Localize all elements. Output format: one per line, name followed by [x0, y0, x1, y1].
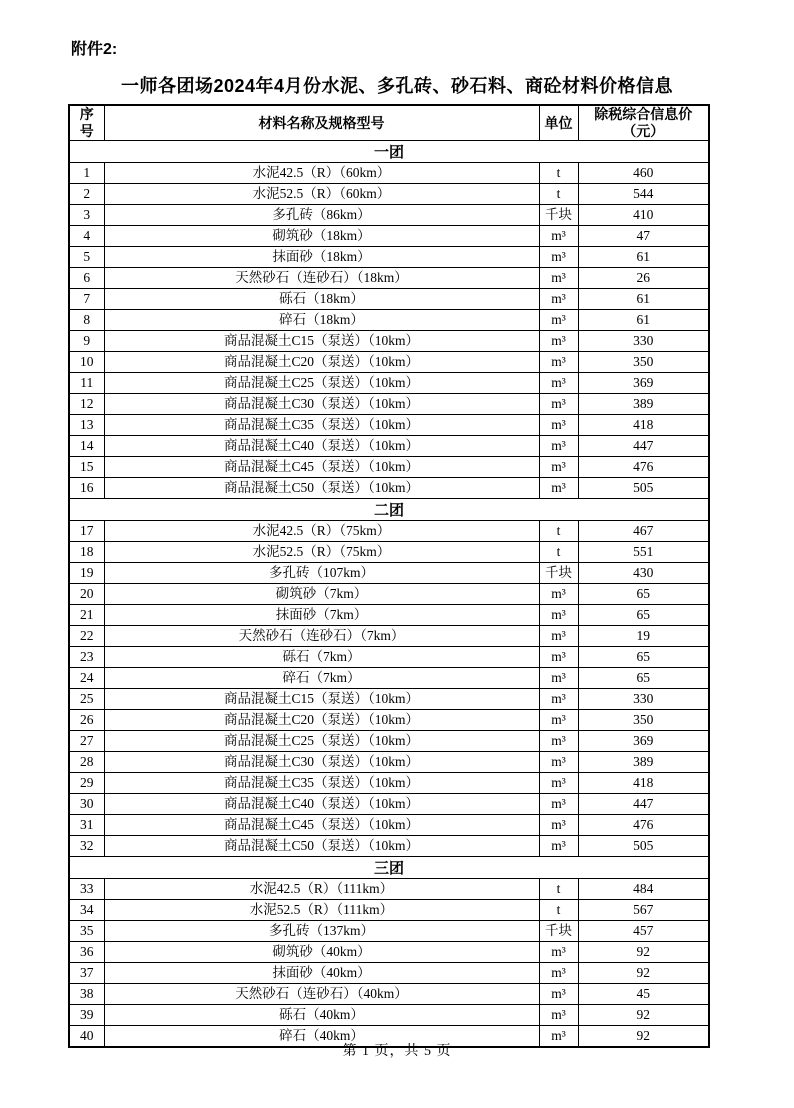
- unit-cell: m³: [539, 1005, 578, 1026]
- unit-cell: m³: [539, 984, 578, 1005]
- col-header-price-line2: （元）: [622, 123, 665, 139]
- unit-cell: m³: [539, 689, 578, 710]
- price-cell: 350: [578, 710, 709, 731]
- unit-cell: m³: [539, 773, 578, 794]
- material-name-cell: 商品混凝土C35（泵送）（10km）: [104, 773, 539, 794]
- material-name-cell: 水泥52.5（R）（75km）: [104, 542, 539, 563]
- unit-cell: t: [539, 163, 578, 184]
- row-number-cell: 10: [69, 352, 104, 373]
- page-title: 一师各团场2024年4月份水泥、多孔砖、砂石料、商砼材料价格信息: [120, 76, 674, 96]
- table-row: [69, 457, 709, 478]
- section-header: 二团: [69, 499, 709, 521]
- page-number: 第 1 页，共 5 页: [342, 1044, 452, 1059]
- price-cell: 65: [578, 647, 709, 668]
- price-cell: 61: [578, 289, 709, 310]
- row-number-cell: 13: [69, 415, 104, 436]
- price-cell: 567: [578, 900, 709, 921]
- row-number-cell: 15: [69, 457, 104, 478]
- price-cell: 476: [578, 457, 709, 478]
- row-number-cell: 6: [69, 268, 104, 289]
- unit-cell: m³: [539, 478, 578, 499]
- material-price-table: [68, 104, 710, 1048]
- unit-cell: m³: [539, 352, 578, 373]
- row-number-cell: 14: [69, 436, 104, 457]
- row-number-cell: 22: [69, 626, 104, 647]
- table-row: [69, 331, 709, 352]
- material-name-cell: 砌筑砂（7km）: [104, 584, 539, 605]
- unit-cell: m³: [539, 289, 578, 310]
- unit-cell: m³: [539, 794, 578, 815]
- table-row: [69, 710, 709, 731]
- unit-cell: m³: [539, 373, 578, 394]
- price-cell: 389: [578, 752, 709, 773]
- unit-cell: m³: [539, 647, 578, 668]
- price-cell: 418: [578, 773, 709, 794]
- material-name-cell: 商品混凝土C40（泵送）（10km）: [104, 436, 539, 457]
- row-number-cell: 31: [69, 815, 104, 836]
- material-name-cell: 商品混凝土C50（泵送）（10km）: [104, 836, 539, 857]
- row-number-cell: 39: [69, 1005, 104, 1026]
- table-row: [69, 921, 709, 942]
- row-number-cell: 9: [69, 331, 104, 352]
- unit-cell: m³: [539, 310, 578, 331]
- material-name-cell: 商品混凝土C35（泵送）（10km）: [104, 415, 539, 436]
- row-number-cell: 1: [69, 163, 104, 184]
- unit-cell: m³: [539, 605, 578, 626]
- row-number-cell: 30: [69, 794, 104, 815]
- material-name-cell: 商品混凝土C45（泵送）（10km）: [104, 457, 539, 478]
- table-row: [69, 668, 709, 689]
- table-row: [69, 310, 709, 331]
- price-cell: 65: [578, 584, 709, 605]
- col-header-price: [578, 105, 709, 141]
- price-cell: 447: [578, 794, 709, 815]
- unit-cell: m³: [539, 436, 578, 457]
- table-row: [69, 415, 709, 436]
- unit-cell: m³: [539, 1026, 578, 1048]
- table-row: [69, 542, 709, 563]
- unit-cell: t: [539, 879, 578, 900]
- material-name-cell: 商品混凝土C45（泵送）（10km）: [104, 815, 539, 836]
- table-row: [69, 373, 709, 394]
- row-number-cell: 12: [69, 394, 104, 415]
- row-number-cell: 28: [69, 752, 104, 773]
- unit-cell: m³: [539, 836, 578, 857]
- table-row: [69, 879, 709, 900]
- price-cell: 410: [578, 205, 709, 226]
- price-cell: 47: [578, 226, 709, 247]
- material-name-cell: 多孔砖（137km）: [104, 921, 539, 942]
- table-row: [69, 984, 709, 1005]
- table-row: [69, 689, 709, 710]
- price-cell: 418: [578, 415, 709, 436]
- unit-cell: m³: [539, 457, 578, 478]
- table-row: [69, 163, 709, 184]
- material-name-cell: 碎石（40km）: [104, 1026, 539, 1048]
- material-name-cell: 水泥52.5（R）（60km）: [104, 184, 539, 205]
- unit-cell: m³: [539, 268, 578, 289]
- unit-cell: m³: [539, 394, 578, 415]
- price-cell: 61: [578, 310, 709, 331]
- material-name-cell: 天然砂石（连砂石）（18km）: [104, 268, 539, 289]
- table-row: [69, 247, 709, 268]
- unit-cell: t: [539, 542, 578, 563]
- price-cell: 467: [578, 521, 709, 542]
- price-cell: 476: [578, 815, 709, 836]
- table-row: [69, 394, 709, 415]
- row-number-cell: 38: [69, 984, 104, 1005]
- material-name-cell: 商品混凝土C40（泵送）（10km）: [104, 794, 539, 815]
- row-number-cell: 24: [69, 668, 104, 689]
- table-row: [69, 584, 709, 605]
- row-number-cell: 7: [69, 289, 104, 310]
- table-row: [69, 626, 709, 647]
- col-header-price-line1: 除税综合信息价: [594, 106, 693, 123]
- material-name-cell: 水泥52.5（R）（111km）: [104, 900, 539, 921]
- material-name-cell: 多孔砖（86km）: [104, 205, 539, 226]
- row-number-cell: 21: [69, 605, 104, 626]
- unit-cell: m³: [539, 247, 578, 268]
- material-name-cell: 砾石（7km）: [104, 647, 539, 668]
- row-number-cell: 29: [69, 773, 104, 794]
- table-row: [69, 436, 709, 457]
- section-row: [69, 857, 709, 879]
- price-cell: 92: [578, 1005, 709, 1026]
- material-name-cell: 碎石（7km）: [104, 668, 539, 689]
- material-name-cell: 商品混凝土C20（泵送）（10km）: [104, 710, 539, 731]
- material-name-cell: 商品混凝土C25（泵送）（10km）: [104, 731, 539, 752]
- table-row: [69, 563, 709, 584]
- section-header: 三团: [69, 857, 709, 879]
- row-number-cell: 11: [69, 373, 104, 394]
- table-row: [69, 647, 709, 668]
- price-cell: 551: [578, 542, 709, 563]
- table-row: [69, 268, 709, 289]
- material-name-cell: 商品混凝土C30（泵送）（10km）: [104, 752, 539, 773]
- price-cell: 457: [578, 921, 709, 942]
- col-header-no: [69, 105, 104, 141]
- price-cell: 544: [578, 184, 709, 205]
- unit-cell: 千块: [539, 205, 578, 226]
- unit-cell: m³: [539, 331, 578, 352]
- row-number-cell: 36: [69, 942, 104, 963]
- row-number-cell: 35: [69, 921, 104, 942]
- row-number-cell: 34: [69, 900, 104, 921]
- unit-cell: m³: [539, 731, 578, 752]
- material-name-cell: 商品混凝土C15（泵送）（10km）: [104, 689, 539, 710]
- material-name-cell: 水泥42.5（R）（111km）: [104, 879, 539, 900]
- unit-cell: m³: [539, 815, 578, 836]
- price-cell: 430: [578, 563, 709, 584]
- material-name-cell: 砌筑砂（40km）: [104, 942, 539, 963]
- row-number-cell: 2: [69, 184, 104, 205]
- unit-cell: m³: [539, 226, 578, 247]
- col-header-no-label: 序号: [79, 106, 94, 139]
- price-cell: 26: [578, 268, 709, 289]
- section-header: 一团: [69, 141, 709, 163]
- table-row: [69, 752, 709, 773]
- row-number-cell: 16: [69, 478, 104, 499]
- price-cell: 484: [578, 879, 709, 900]
- material-name-cell: 水泥42.5（R）（60km）: [104, 163, 539, 184]
- price-cell: 92: [578, 942, 709, 963]
- unit-cell: m³: [539, 942, 578, 963]
- table-row: [69, 184, 709, 205]
- price-cell: 505: [578, 836, 709, 857]
- row-number-cell: 26: [69, 710, 104, 731]
- material-name-cell: 砌筑砂（18km）: [104, 226, 539, 247]
- table-row: [69, 205, 709, 226]
- material-name-cell: 天然砂石（连砂石）（7km）: [104, 626, 539, 647]
- row-number-cell: 8: [69, 310, 104, 331]
- price-cell: 369: [578, 731, 709, 752]
- row-number-cell: 40: [69, 1026, 104, 1048]
- col-header-name: 材料名称及规格型号: [104, 105, 539, 141]
- unit-cell: t: [539, 521, 578, 542]
- material-name-cell: 商品混凝土C50（泵送）（10km）: [104, 478, 539, 499]
- table-row: [69, 605, 709, 626]
- table-header-row: [69, 105, 709, 141]
- material-name-cell: 抹面砂（18km）: [104, 247, 539, 268]
- price-cell: 92: [578, 963, 709, 984]
- unit-cell: 千块: [539, 563, 578, 584]
- material-name-cell: 抹面砂（40km）: [104, 963, 539, 984]
- material-name-cell: 碎石（18km）: [104, 310, 539, 331]
- attachment-label: 附件2:: [71, 41, 118, 58]
- price-cell: 45: [578, 984, 709, 1005]
- material-name-cell: 多孔砖（107km）: [104, 563, 539, 584]
- row-number-cell: 33: [69, 879, 104, 900]
- material-name-cell: 商品混凝土C25（泵送）（10km）: [104, 373, 539, 394]
- material-name-cell: 天然砂石（连砂石）（40km）: [104, 984, 539, 1005]
- table-row: [69, 478, 709, 499]
- price-cell: 65: [578, 668, 709, 689]
- price-cell: 330: [578, 689, 709, 710]
- section-row: [69, 499, 709, 521]
- table-row: [69, 815, 709, 836]
- price-cell: 19: [578, 626, 709, 647]
- row-number-cell: 19: [69, 563, 104, 584]
- table-row: [69, 942, 709, 963]
- unit-cell: m³: [539, 710, 578, 731]
- table-row: [69, 226, 709, 247]
- unit-cell: m³: [539, 752, 578, 773]
- material-name-cell: 砾石（18km）: [104, 289, 539, 310]
- price-cell: 92: [578, 1026, 709, 1048]
- price-cell: 61: [578, 247, 709, 268]
- row-number-cell: 18: [69, 542, 104, 563]
- material-name-cell: 砾石（40km）: [104, 1005, 539, 1026]
- row-number-cell: 27: [69, 731, 104, 752]
- unit-cell: m³: [539, 668, 578, 689]
- table-row: [69, 836, 709, 857]
- price-cell: 447: [578, 436, 709, 457]
- row-number-cell: 3: [69, 205, 104, 226]
- row-number-cell: 32: [69, 836, 104, 857]
- price-cell: 330: [578, 331, 709, 352]
- col-header-unit: 单位: [539, 105, 578, 141]
- price-cell: 350: [578, 352, 709, 373]
- row-number-cell: 25: [69, 689, 104, 710]
- unit-cell: t: [539, 184, 578, 205]
- material-name-cell: 商品混凝土C30（泵送）（10km）: [104, 394, 539, 415]
- unit-cell: m³: [539, 963, 578, 984]
- price-cell: 460: [578, 163, 709, 184]
- row-number-cell: 20: [69, 584, 104, 605]
- row-number-cell: 23: [69, 647, 104, 668]
- unit-cell: 千块: [539, 921, 578, 942]
- table-row: [69, 794, 709, 815]
- table-row: [69, 521, 709, 542]
- table-row: [69, 731, 709, 752]
- row-number-cell: 17: [69, 521, 104, 542]
- table-row: [69, 773, 709, 794]
- unit-cell: t: [539, 900, 578, 921]
- row-number-cell: 37: [69, 963, 104, 984]
- material-name-cell: 商品混凝土C15（泵送）（10km）: [104, 331, 539, 352]
- material-name-cell: 商品混凝土C20（泵送）（10km）: [104, 352, 539, 373]
- unit-cell: m³: [539, 626, 578, 647]
- material-name-cell: 抹面砂（7km）: [104, 605, 539, 626]
- table-row: [69, 352, 709, 373]
- price-cell: 505: [578, 478, 709, 499]
- material-name-cell: 水泥42.5（R）（75km）: [104, 521, 539, 542]
- unit-cell: m³: [539, 415, 578, 436]
- section-row: [69, 141, 709, 163]
- price-cell: 65: [578, 605, 709, 626]
- table-row: [69, 1005, 709, 1026]
- unit-cell: m³: [539, 584, 578, 605]
- row-number-cell: 4: [69, 226, 104, 247]
- table-row: [69, 289, 709, 310]
- table-row: [69, 900, 709, 921]
- price-cell: 389: [578, 394, 709, 415]
- row-number-cell: 5: [69, 247, 104, 268]
- table-row: [69, 963, 709, 984]
- price-cell: 369: [578, 373, 709, 394]
